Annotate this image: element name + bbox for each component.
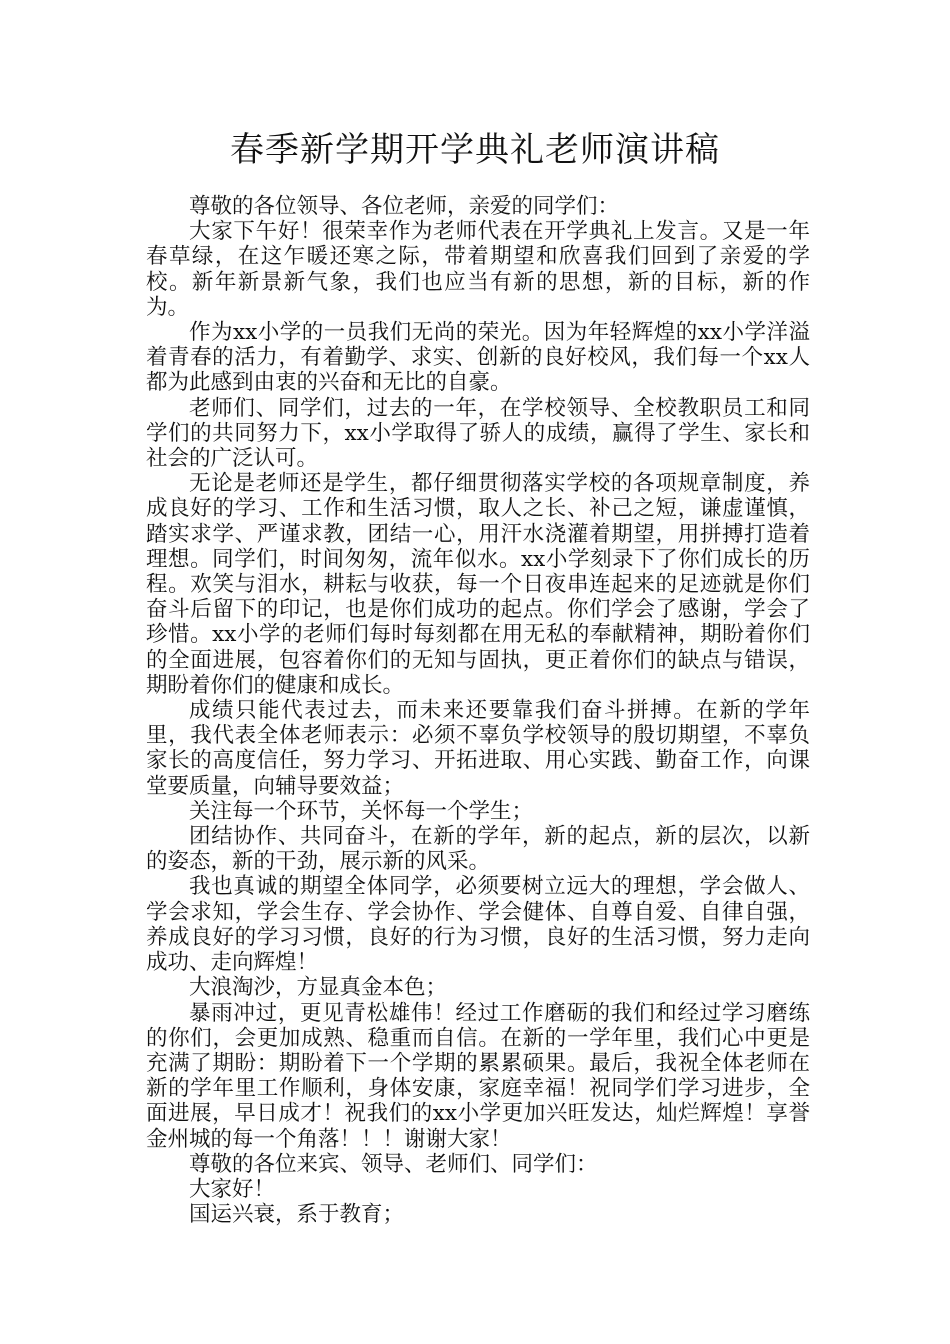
paragraph-closing: 暴雨冲过，更见青松雄伟！经过工作磨砺的我们和经过学习磨练的你们，会更加成熟、稳重而自信。在新的一学年里，我们心中更是充满了期盼：期盼着下一个学期的累累硕果。最后，我祝全体老师在新的学年里工作顺利，身体安康，家庭幸福！祝同学们学习进步，全面进展，早日成才！祝我们的xx小学更加兴旺发达，灿烂辉煌！享誉金州城的每一个角落！！！谢谢大家！ [146, 1000, 810, 1152]
paragraph-greeting: 尊敬的各位领导、各位老师，亲爱的同学们： [189, 194, 620, 219]
paragraph-past-year: 老师们、同学们，过去的一年，在学校领导、全校教职员工和同学们的共同努力下，xx小学取得了骄人的成绩，赢得了学生、家长和社会的广泛认可。 [146, 395, 810, 472]
paragraph-commitment: 成绩只能代表过去，而未来还要靠我们奋斗拼搏。在新的学年里，我代表全体老师表示：必须不辜负学校领导的殷切期望，不辜负家长的高度信任，努力学习、开拓进取、用心实践、勤奋工作，向课堂要质量，向辅导要效益； [146, 698, 810, 799]
paragraph-hello: 大家好！ [189, 1176, 276, 1202]
paragraph-education: 国运兴衰，系于教育； [189, 1202, 405, 1228]
paragraph-motto: 大浪淘沙，方显真金本色； [189, 975, 448, 1001]
paragraph-care: 关注每一个环节，关怀每一个学生； [189, 798, 534, 824]
paragraph-school-pride: 作为xx小学的一员我们无尚的荣光。因为年轻辉煌的xx小学洋溢着青春的活力，有着勤学、求实、创新的良好校风，我们每一个xx人都为此感到由衷的兴奋和无比的自豪。 [146, 320, 810, 396]
document-body [146, 194, 810, 1227]
paragraph-growth: 无论是老师还是学生，都仔细贯彻落实学校的各项规章制度，养成良好的学习、工作和生活习惯，取人之长、补己之短，谦虚谨慎，踏实求学、严谨求教，团结一心，用汗水浇灌着期望，用拼搏打造着理想。同学们，时间匆匆，流年似水。xx小学刻录下了你们成长的历程。欢笑与泪水，耕耘与收获，每一个日夜串连起来的足迹就是你们奋斗后留下的印记，也是你们成功的起点。你们学会了感谢，学会了珍惜。xx小学的老师们每时每刻都在用无私的奉献精神，期盼着你们的全面进展，包容着你们的无知与固执，更正着你们的缺点与错误，期盼着你们的健康和成长。 [146, 471, 810, 698]
paragraph-opening: 大家下午好！很荣幸作为老师代表在开学典礼上发言。又是一年春草绿，在这乍暖还寒之际，带着期望和欣喜我们回到了亲爱的学校。新年新景新气象，我们也应当有新的思想，新的目标，新的作为。 [146, 219, 810, 320]
paragraph-second-greeting: 尊敬的各位来宾、领导、老师们、同学们： [189, 1151, 598, 1177]
paragraph-expectation: 我也真诚的期望全体同学，必须要树立远大的理想，学会做人、学会求知，学会生存、学会协作、学会健体、自尊自爱、自律自强，养成良好的学习习惯，良好的行为习惯，良好的生活习惯，努力走向成功、走向辉煌！ [146, 874, 810, 976]
document-title: 春季新学期开学典礼老师演讲稿 [230, 130, 720, 170]
paragraph-unity: 团结协作、共同奋斗，在新的学年，新的起点，新的层次，以新的姿态，新的干劲，展示新的风采。 [146, 824, 810, 875]
